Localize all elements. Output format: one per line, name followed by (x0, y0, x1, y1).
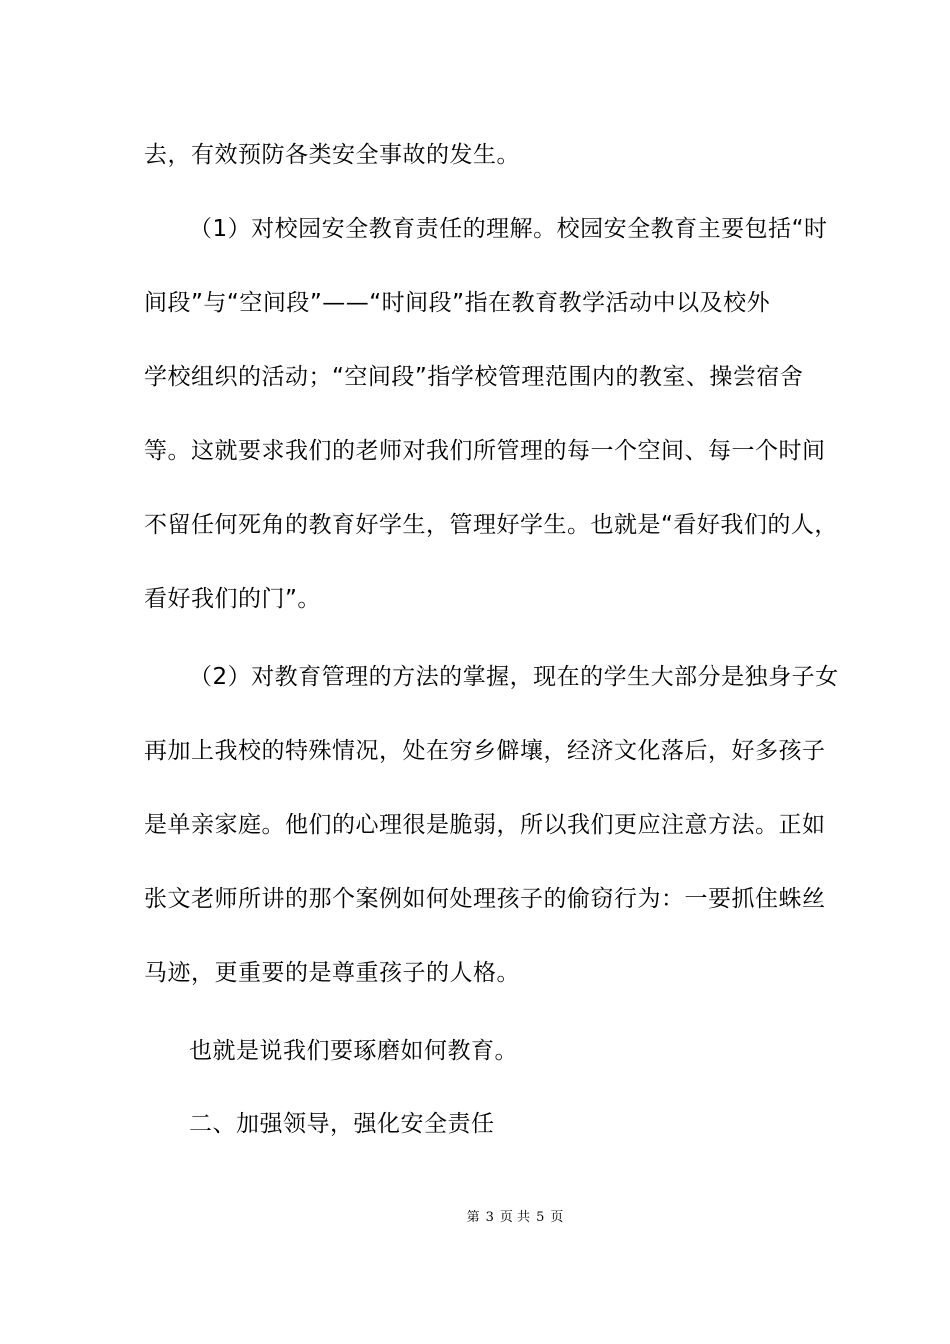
footer-suffix: 页 (550, 1210, 564, 1225)
page-footer (0, 1208, 950, 1228)
paragraph-line: 不留任何死角的教育好学生，管理好学生。也就是“看好我们的人， (144, 512, 838, 538)
footer-total-pages: 5 (536, 1210, 545, 1225)
footer-current-page: 3 (485, 1210, 494, 1225)
paragraph-line: 也就是说我们要琢磨如何教育。 (189, 1038, 518, 1064)
section-heading: 二、加强领导，强化安全责任 (189, 1111, 495, 1137)
paragraph-line: 马迹，更重要的是尊重孩子的人格。 (144, 960, 520, 986)
footer-prefix: 第 (466, 1210, 480, 1225)
paragraph-line: 张文老师所讲的那个案例如何处理孩子的偷窃行为：一要抓住蛛丝 (144, 886, 826, 912)
footer-mid: 页 共 (499, 1210, 531, 1225)
paragraph-line: （2）对教育管理的方法的掌握，现在的学生大部分是独身子女 (189, 664, 839, 690)
paragraph-line: （1）对校园安全教育责任的理解。校园安全教育主要包括“时 (189, 216, 828, 242)
paragraph-line: 去，有效预防各类安全事故的发生。 (144, 142, 520, 168)
paragraph-line: 学校组织的活动；“空间段”指学校管理范围内的教室、操尝宿舍 (144, 364, 804, 390)
paragraph-line: 等。这就要求我们的老师对我们所管理的每一个空间、每一个时间 (144, 438, 826, 464)
paragraph-line: 间段”与“空间段”——“时间段”指在教育教学活动中以及校外 (144, 290, 771, 316)
paragraph-line: 再加上我校的特殊情况，处在穷乡僻壤，经济文化落后，好多孩子 (144, 738, 826, 764)
paragraph-line: 看好我们的门”。 (144, 586, 321, 612)
paragraph-line: 是单亲家庭。他们的心理很是脆弱，所以我们更应注意方法。正如 (144, 812, 826, 838)
